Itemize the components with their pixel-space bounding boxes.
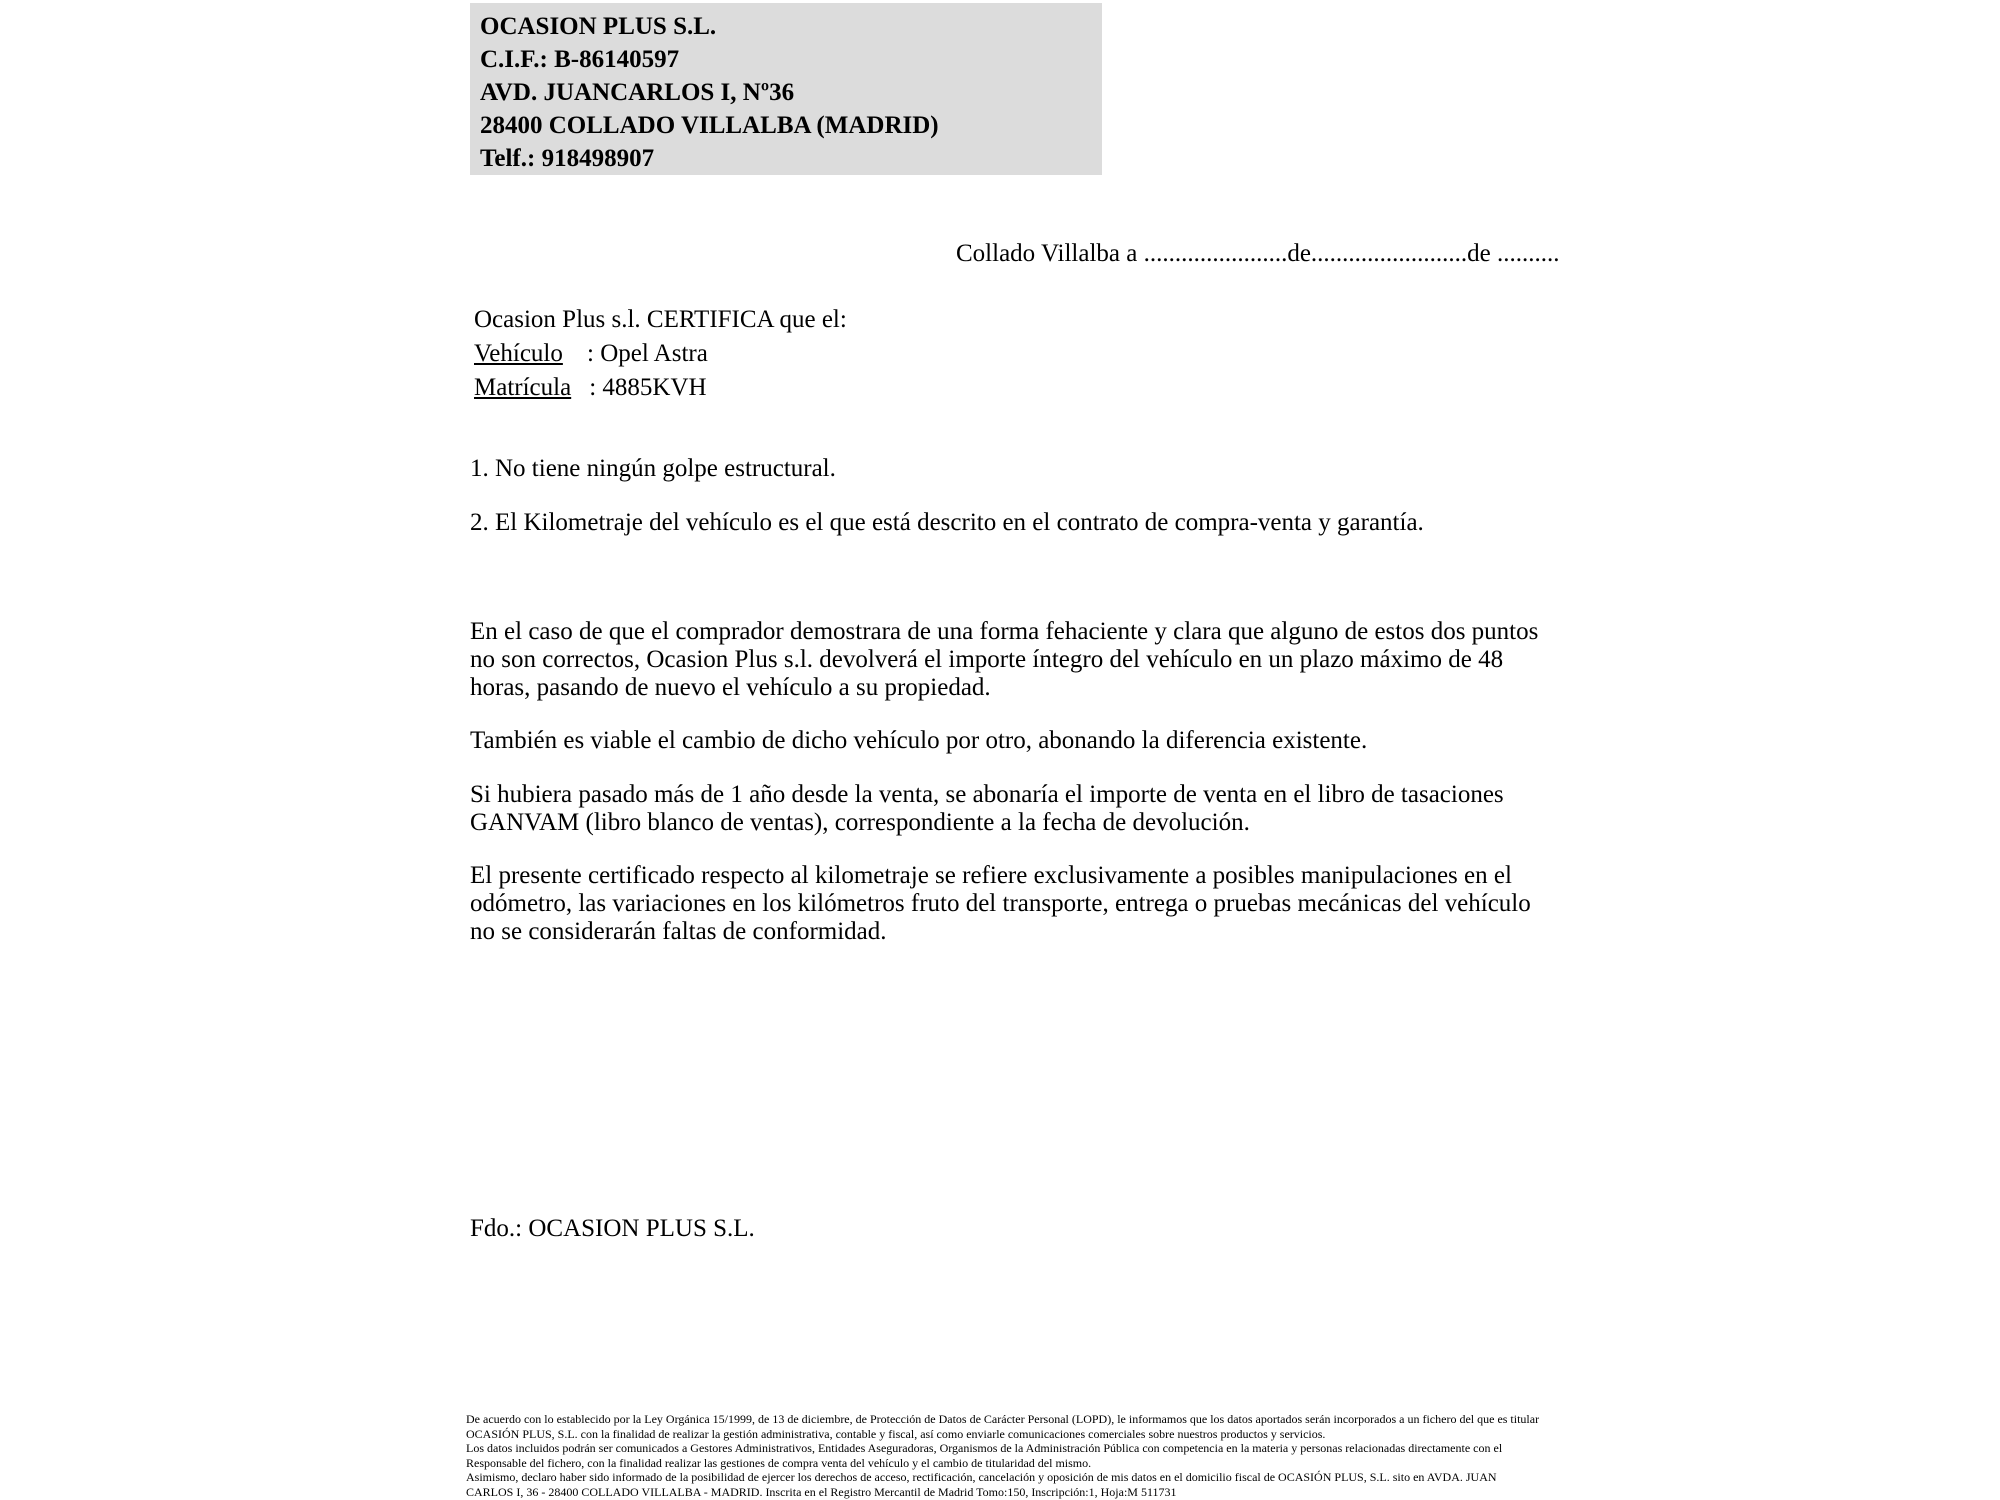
company-phone: Telf.: 918498907: [480, 145, 655, 172]
point-2: 2. El Kilometraje del vehículo es el que está descrito en el contrato de compra-venta y garantía.: [470, 509, 1424, 536]
legal-footer-line: Los datos incluidos podrán ser comunicados a Gestores Administrativos, Entidades Aseguradoras, Organismos de la Administración Pública con competencia en la materia y personas relacionadas directamente con el: [466, 1441, 1503, 1455]
paragraph-refund: En el caso de que el comprador demostrara de una forma fehaciente y clara que alguno de estos dos puntos no son correctos, Ocasion Plus s.l. devolverá el importe íntegro del vehículo en un plazo máximo de 48 horas, pasando de nuevo el vehículo a su propiedad.: [470, 618, 1539, 701]
certify-intro: Ocasion Plus s.l. CERTIFICA que el:: [474, 306, 847, 333]
point-1: 1. No tiene ningún golpe estructural.: [470, 455, 836, 482]
plate-label: Matrícula: [474, 374, 572, 401]
company-city: 28400 COLLADO VILLALBA (MADRID): [480, 112, 939, 139]
paragraph-exchange: También es viable el cambio de dicho vehículo por otro, abonando la diferencia existente.: [470, 727, 1368, 754]
company-header-box: [470, 3, 1102, 175]
paragraph-odometer: El presente certificado respecto al kilometraje se refiere exclusivamente a posibles manipulaciones en el odómetro, las variaciones en los kilómetros fruto del transporte, entrega o pruebas mecánicas del vehículo no se considerarán faltas de conformidad.: [470, 862, 1531, 945]
company-name: OCASION PLUS S.L.: [480, 13, 717, 40]
signature-line: Fdo.: OCASION PLUS S.L.: [470, 1215, 755, 1242]
legal-footer-line: Responsable del fichero, con la finalidad realizar las gestiones de compra venta del vehículo y el cambio de titularidad del mismo.: [466, 1455, 1092, 1470]
company-address: AVD. JUANCARLOS I, Nº36: [480, 79, 795, 106]
vehicle-row: [474, 337, 847, 371]
company-cif: C.I.F.: B-86140597: [480, 46, 680, 73]
paragraph-ganvam: Si hubiera pasado más de 1 año desde la venta, se abonaría el importe de venta en el libro de tasaciones GANVAM (libro blanco de ventas), correspondiente a la fecha de devolución.: [470, 781, 1504, 836]
vehicle-label: Vehículo: [474, 340, 563, 367]
plate-value: : 4885KVH: [589, 374, 707, 401]
plate-row: [474, 371, 847, 405]
legal-footer-line: OCASIÓN PLUS, S.L. con la finalidad de realizar la gestión administrativa, contable y fiscal, así como enviarle comunicaciones comerciales sobre nuestros productos y servicios.: [466, 1426, 1326, 1441]
legal-footer-line: De acuerdo con lo establecido por la Ley Orgánica 15/1999, de 13 de diciembre, de Protección de Datos de Carácter Personal (LOPD), le informamos que los datos aportados serán incorporados a un fichero del que es titular: [466, 1412, 1540, 1426]
legal-footer: [466, 1412, 1566, 1499]
legal-footer-line: Asimismo, declaro haber sido informado de la posibilidad de ejercer los derechos de acceso, rectificación, cancelación y oposición de mis datos en el domicilio fiscal de OCASIÓN PLUS, S.L. sito en AVDA. JUAN: [466, 1470, 1497, 1484]
legal-footer-line: CARLOS I, 36 - 28400 COLLADO VILLALBA - MADRID. Inscrita en el Registro Mercantil de Madrid Tomo:150, Inscripción:1, Hoja:M 511731: [466, 1484, 1177, 1499]
vehicle-value: : Opel Astra: [587, 340, 708, 367]
date-line: Collado Villalba a .......................de.........................de ..........: [956, 240, 1560, 267]
certify-block: [474, 303, 847, 405]
